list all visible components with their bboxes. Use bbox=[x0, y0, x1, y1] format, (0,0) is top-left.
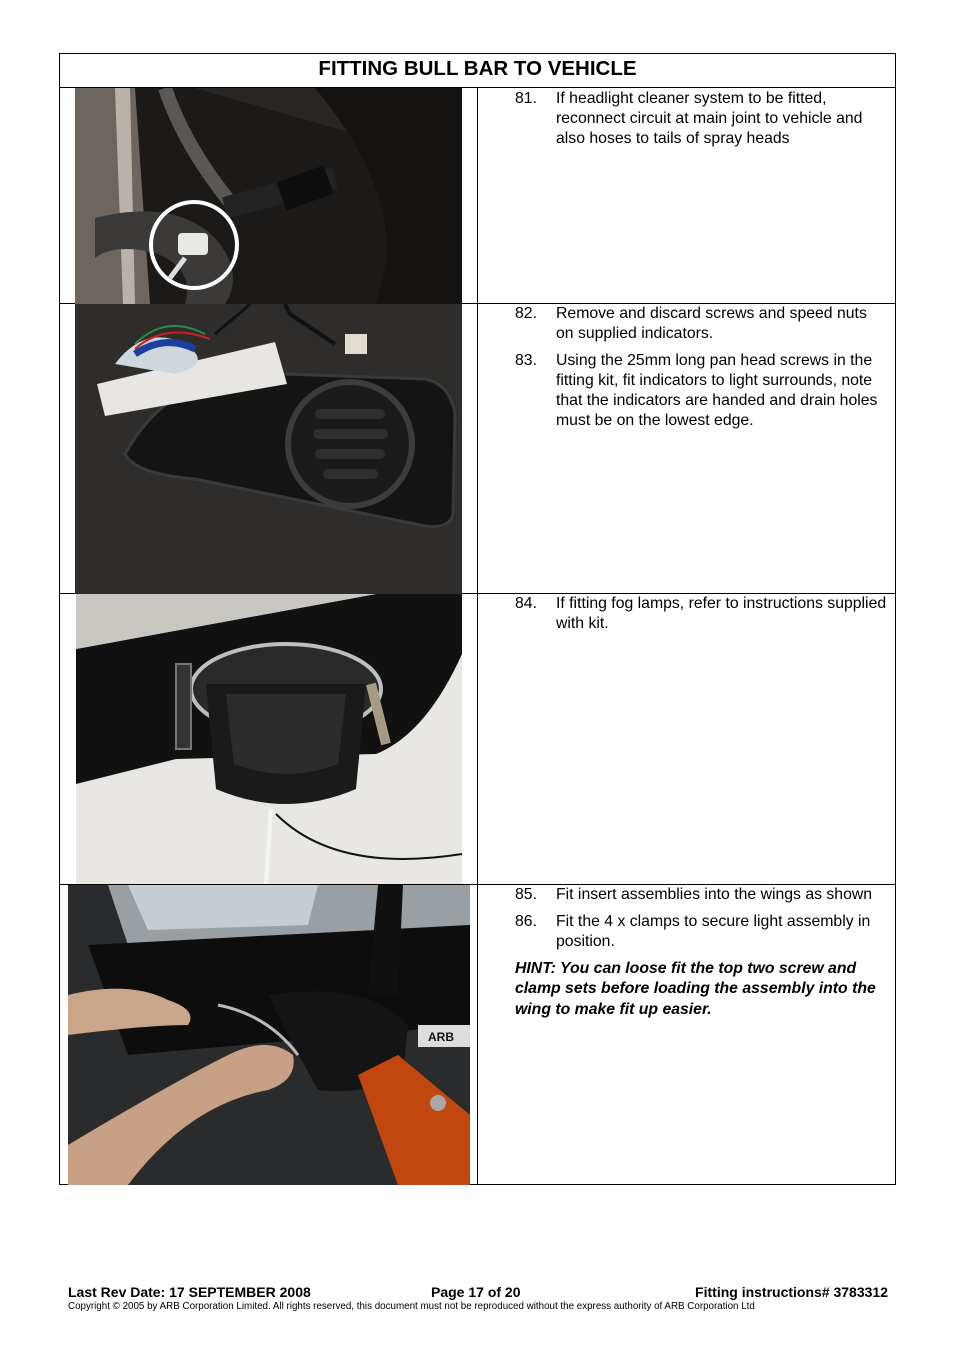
photo-headlight-cleaner-joint bbox=[75, 88, 462, 304]
page-number: Page 17 of 20 bbox=[431, 1284, 521, 1300]
step-text: If headlight cleaner system to be fitted, reconnect circuit at main joint to vehicle and also hoses to tails of spray heads bbox=[556, 90, 863, 148]
photo-cell-2 bbox=[60, 304, 478, 594]
step-84: 84. If fitting fog lamps, refer to instructions supplied with kit. bbox=[515, 595, 887, 633]
photo-cell-4 bbox=[60, 884, 478, 1184]
step-82: 82. Remove and discard screws and speed nuts on supplied indicators. bbox=[515, 305, 867, 343]
photo-cell-3 bbox=[60, 594, 478, 884]
step-86: 86. Fit the 4 x clamps to secure light assembly in position. bbox=[515, 912, 871, 950]
photo-insert-assembly bbox=[68, 885, 470, 1185]
step-83: 83. Using the 25mm long pan head screws in the fitting kit, fit indicators to light surrounds, note that the indicators are handed and drain holes must be on the lowest edge. bbox=[515, 352, 878, 430]
photo-fog-lamp bbox=[76, 594, 462, 884]
step-text: Fit the 4 x clamps to secure light assembly in position. bbox=[556, 912, 871, 950]
rev-date: Last Rev Date: 17 SEPTEMBER 2008 bbox=[68, 1284, 311, 1300]
text-cell-1 bbox=[478, 88, 896, 304]
step-text: If fitting fog lamps, refer to instructions supplied with kit. bbox=[556, 595, 887, 633]
photo-cell-1 bbox=[60, 88, 478, 304]
step-text: Using the 25mm long pan head screws in the fitting kit, fit indicators to light surrounds, note that the indicators are handed and drain holes must be on the lowest edge. bbox=[556, 352, 878, 430]
step-text: Remove and discard screws and speed nuts on supplied indicators. bbox=[556, 305, 867, 343]
hint-text: HINT: You can loose fit the top two screw and clamp sets before loading the assembly into the wing to make fit up easier. bbox=[515, 959, 876, 1018]
step-81: 81. If headlight cleaner system to be fitted, reconnect circuit at main joint to vehicle and also hoses to tails of spray heads bbox=[515, 90, 863, 148]
step-text: Fit insert assemblies into the wings as shown bbox=[556, 885, 873, 903]
copyright-notice: Copyright © 2005 by ARB Corporation Limited. All rights reserved, this document must not be reproduced without the express authority of ARB Corporation Ltd bbox=[68, 1301, 755, 1312]
text-cell-4 bbox=[478, 884, 896, 1184]
instructions-number: Fitting instructions# 3783312 bbox=[695, 1284, 888, 1300]
page-title: FITTING BULL BAR TO VEHICLE bbox=[60, 54, 896, 88]
text-cell-2 bbox=[478, 304, 896, 594]
page-footer bbox=[68, 1284, 890, 1312]
photo-indicator-surround bbox=[75, 304, 462, 594]
text-cell-3 bbox=[478, 594, 896, 884]
instructions-table bbox=[59, 53, 896, 1185]
arb-badge: ARB bbox=[428, 1029, 454, 1044]
step-85: 85. Fit insert assemblies into the wings as shown bbox=[515, 885, 873, 903]
